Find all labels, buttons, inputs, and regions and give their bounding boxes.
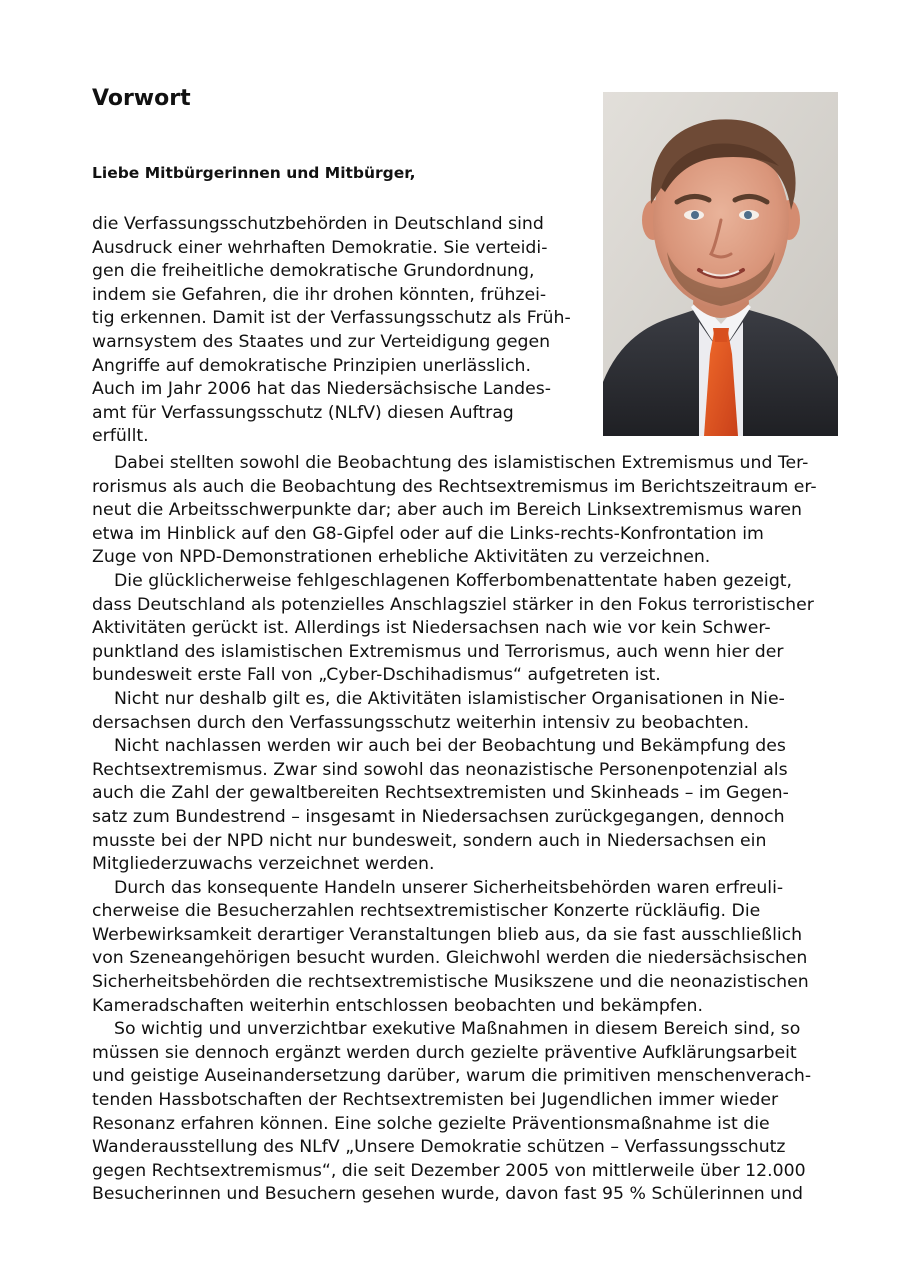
text-line: Nicht nachlassen werden wir auch bei der Beobachtung und Bekämpfung des bbox=[114, 736, 786, 757]
portrait-photo bbox=[603, 92, 838, 436]
page-title: Vorwort bbox=[92, 86, 191, 111]
text-line: musste bei der NPD nicht nur bundesweit, sondern auch in Niedersachsen ein bbox=[92, 830, 767, 851]
text-line: Wanderausstellung des NLfV „Unsere Demokratie schützen – Verfassungsschutz bbox=[92, 1137, 786, 1158]
text-line: erfüllt. bbox=[92, 426, 149, 447]
intro-paragraph bbox=[92, 213, 592, 449]
text-line: Auch im Jahr 2006 hat das Niedersächsische Landes- bbox=[92, 379, 551, 400]
text-line: satz zum Bundestrend – insgesamt in Niedersachsen zurückgegangen, dennoch bbox=[92, 806, 785, 827]
text-line: punktland des islamistischen Extremismus und Terrorismus, auch wenn hier der bbox=[92, 641, 784, 662]
text-line: Werbewirksamkeit derartiger Veranstaltungen blieb aus, da sie fast ausschließlich bbox=[92, 924, 803, 945]
text-line: auch die Zahl der gewaltbereiten Rechtsextremisten und Skinheads – im Gegen- bbox=[92, 783, 789, 804]
text-line: von Szeneangehörigen besucht wurden. Gleichwohl werden die niedersächsischen bbox=[92, 948, 808, 969]
body-text bbox=[92, 452, 852, 1207]
portrait-icon bbox=[603, 92, 838, 436]
text-line: Sicherheitsbehörden die rechtsextremistische Musikszene und die neonazistischen bbox=[92, 972, 809, 993]
text-line: tenden Hassbotschaften der Rechtsextremisten bei Jugendlichen immer wieder bbox=[92, 1090, 779, 1111]
text-line: etwa im Hinblick auf den G8-Gipfel oder auf die Links-rechts-Konfrontation im bbox=[92, 523, 764, 544]
text-line: Ausdruck einer wehrhaften Demokratie. Sie verteidi- bbox=[92, 237, 548, 258]
text-line: Nicht nur deshalb gilt es, die Aktivitäten islamistischer Organisationen in Nie- bbox=[114, 688, 785, 709]
text-line: Rechtsextremismus. Zwar sind sowohl das neonazistische Personenpotenzial als bbox=[92, 759, 788, 780]
text-line: indem sie Gefahren, die ihr drohen könnten, frühzei- bbox=[92, 284, 547, 305]
text-line: Die glücklicherweise fehlgeschlagenen Kofferbombenattentate haben gezeigt, bbox=[114, 570, 793, 591]
text-line: Dabei stellten sowohl die Beobachtung des islamistischen Extremismus und Ter- bbox=[114, 453, 809, 473]
text-line: rorismus als auch die Beobachtung des Rechtsextremismus im Berichtszeitraum er- bbox=[92, 476, 817, 497]
text-line: neut die Arbeitsschwerpunkte dar; aber auch im Bereich Linksextremismus waren bbox=[92, 500, 802, 521]
text-line: müssen sie dennoch ergänzt werden durch gezielte präventive Aufklärungsarbeit bbox=[92, 1042, 797, 1063]
text-line: warnsystem des Staates und zur Verteidigung gegen bbox=[92, 331, 551, 352]
text-line: und geistige Auseinandersetzung darüber, warum die primitiven menschenverach- bbox=[92, 1066, 812, 1087]
text-line: dass Deutschland als potenzielles Anschlagsziel stärker in den Fokus terroristischer bbox=[92, 594, 814, 615]
salutation: Liebe Mitbürgerinnen und Mitbürger, bbox=[92, 164, 416, 182]
text-line: cherweise die Besucherzahlen rechtsextremistischer Konzerte rückläufig. Die bbox=[92, 901, 761, 922]
text-line: dersachsen durch den Verfassungsschutz weiterhin intensiv zu beobachten. bbox=[92, 712, 750, 733]
text-line: Aktivitäten gerückt ist. Allerdings ist Niedersachsen nach wie vor kein Schwer- bbox=[92, 618, 771, 639]
text-line: So wichtig und unverzichtbar exekutive Maßnahmen in diesem Bereich sind, so bbox=[114, 1019, 801, 1040]
text-line: Angriffe auf demokratische Prinzipien unerlässlich. bbox=[92, 355, 531, 376]
text-line: Mitgliederzuwachs verzeichnet werden. bbox=[92, 854, 435, 875]
text-line: die Verfassungsschutzbehörden in Deutschland sind bbox=[92, 214, 544, 234]
text-line: Besucherinnen und Besuchern gesehen wurde, davon fast 95 % Schülerinnen und bbox=[92, 1184, 804, 1205]
text-line: amt für Verfassungsschutz (NLfV) diesen Auftrag bbox=[92, 402, 514, 423]
text-line: Durch das konsequente Handeln unserer Sicherheitsbehörden waren erfreuli- bbox=[114, 877, 784, 898]
text-line: Kameradschaften weiterhin entschlossen beobachten und bekämpfen. bbox=[92, 995, 703, 1016]
text-line: bundesweit erste Fall von „Cyber-Dschihadismus“ aufgetreten ist. bbox=[92, 665, 661, 686]
text-line: gen die freiheitliche demokratische Grundordnung, bbox=[92, 261, 535, 282]
text-line: Resonanz erfahren können. Eine solche gezielte Präventionsmaßnahme ist die bbox=[92, 1113, 770, 1134]
text-line: Zuge von NPD-Demonstrationen erhebliche Aktivitäten zu verzeichnen. bbox=[92, 547, 711, 568]
text-line: tig erkennen. Damit ist der Verfassungsschutz als Früh- bbox=[92, 308, 571, 329]
text-line: gegen Rechtsextremismus“, die seit Dezember 2005 von mittlerweile über 12.000 bbox=[92, 1160, 806, 1181]
